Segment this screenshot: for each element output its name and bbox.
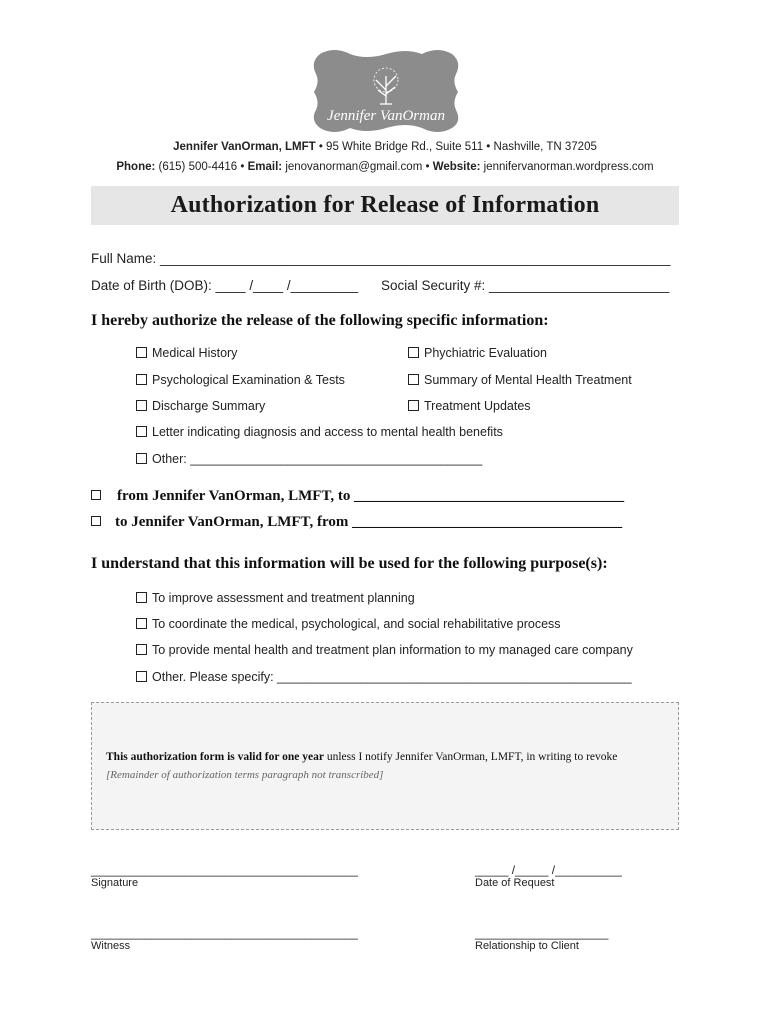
page-title: Authorization for Release of Information: [170, 192, 600, 218]
checkbox-diagnosis-letter[interactable]: [136, 425, 503, 439]
checkbox-label: Summary of Mental Health Treatment: [424, 373, 632, 387]
revocation-clause: unless I notify Jennifer VanOrman, LMFT, in writing to revoke: [323, 751, 618, 763]
email-label: Email:: [247, 161, 283, 173]
checkbox-label: Treatment Updates: [424, 399, 531, 413]
release-from-label: from Jennifer VanOrman, LMFT, to ____________________________________: [117, 488, 625, 504]
checkbox-box[interactable]: [136, 374, 147, 385]
checkbox-box[interactable]: [91, 516, 101, 526]
release-to-option[interactable]: [91, 514, 622, 531]
checkbox-label: Other: __________________________________________: [152, 452, 483, 466]
date-of-request-line[interactable]: _____ /_____ /__________: [475, 863, 622, 877]
contact-line-address: [0, 141, 770, 153]
checkbox-label: Psychological Examination & Tests: [152, 373, 345, 387]
checkbox-box[interactable]: [408, 347, 419, 358]
checkbox-box[interactable]: [91, 490, 101, 500]
logo-badge: [306, 46, 466, 136]
website-value[interactable]: jennifervanorman.wordpress.com: [480, 161, 654, 173]
checkbox-label: Discharge Summary: [152, 399, 266, 413]
checkbox-purpose-coordination[interactable]: [136, 617, 561, 631]
website-label: Website:: [432, 161, 481, 173]
checkbox-medical-history[interactable]: [136, 346, 237, 360]
checkbox-box[interactable]: [136, 592, 147, 603]
purpose-section-heading: I understand that this information will be used for the following purpose(s):: [91, 555, 608, 572]
checkbox-discharge-summary[interactable]: [136, 399, 265, 413]
checkbox-box[interactable]: [136, 426, 147, 437]
ssn-field[interactable]: Social Security #: ________________________: [381, 278, 670, 293]
logo: [306, 46, 466, 136]
checkbox-purpose-managed-care[interactable]: [136, 643, 633, 657]
release-to-label: to Jennifer VanOrman, LMFT, from ____________________________________: [115, 514, 623, 530]
signature-label: Signature: [91, 877, 139, 889]
witness-label: Witness: [91, 940, 131, 952]
omitted-text-note: [Remainder of authorization terms paragraph not transcribed]: [106, 769, 384, 781]
release-from-option[interactable]: [91, 488, 624, 505]
checkbox-other-info[interactable]: [136, 452, 482, 466]
dob-field[interactable]: Date of Birth (DOB): ____ /____ /_________: [91, 278, 359, 293]
checkbox-box[interactable]: [136, 644, 147, 655]
title-band: [91, 186, 679, 225]
checkbox-box[interactable]: [136, 671, 147, 682]
authorization-terms-lead: [106, 751, 664, 763]
phone-label: Phone:: [116, 161, 156, 173]
checkbox-treatment-summary[interactable]: [408, 373, 632, 387]
phone-value: (615) 500-4416 •: [155, 161, 248, 173]
address-text: • 95 White Bridge Rd., Suite 511 • Nashville, TN 37205: [315, 141, 597, 153]
checkbox-box[interactable]: [136, 347, 147, 358]
checkbox-box[interactable]: [136, 400, 147, 411]
checkbox-label: Letter indicating diagnosis and access to mental health benefits: [152, 425, 503, 439]
checkbox-psychological-exam[interactable]: [136, 373, 345, 387]
full-name-field[interactable]: Full Name: ____________________________________________________________________: [91, 251, 671, 266]
relationship-line[interactable]: ____________________: [475, 926, 609, 940]
checkbox-box[interactable]: [136, 453, 147, 464]
checkbox-psychiatric-evaluation[interactable]: [408, 346, 547, 360]
checkbox-purpose-other[interactable]: [136, 670, 632, 684]
checkbox-label: To improve assessment and treatment planning: [152, 591, 415, 605]
checkbox-label: To provide mental health and treatment plan information to my managed care company: [152, 643, 633, 657]
email-value[interactable]: jenovanorman@gmail.com •: [282, 161, 433, 173]
practitioner-name: Jennifer VanOrman, LMFT: [173, 141, 316, 153]
checkbox-box[interactable]: [136, 618, 147, 629]
checkbox-label: Phychiatric Evaluation: [424, 346, 547, 360]
checkbox-label: To coordinate the medical, psychological, and social rehabilitative process: [152, 617, 561, 631]
witness-line[interactable]: ________________________________________: [91, 926, 358, 940]
checkbox-treatment-updates[interactable]: [408, 399, 531, 413]
checkbox-purpose-assessment[interactable]: [136, 591, 415, 605]
checkbox-box[interactable]: [408, 374, 419, 385]
authorization-terms-placeholder: [91, 702, 679, 830]
date-of-request-label: Date of Request: [475, 877, 555, 889]
validity-statement: This authorization form is valid for one year: [106, 751, 324, 763]
checkbox-label: Other. Please specify: ___________________________________________________: [152, 670, 632, 684]
contact-line-details: [0, 161, 770, 173]
checkbox-label: Medical History: [152, 346, 238, 360]
logo-text: Jennifer VanOrman: [327, 108, 445, 124]
info-section-heading: I hereby authorize the release of the following specific information:: [91, 312, 549, 329]
signature-line[interactable]: ________________________________________: [91, 863, 358, 877]
checkbox-box[interactable]: [408, 400, 419, 411]
relationship-label: Relationship to Client: [475, 940, 579, 952]
